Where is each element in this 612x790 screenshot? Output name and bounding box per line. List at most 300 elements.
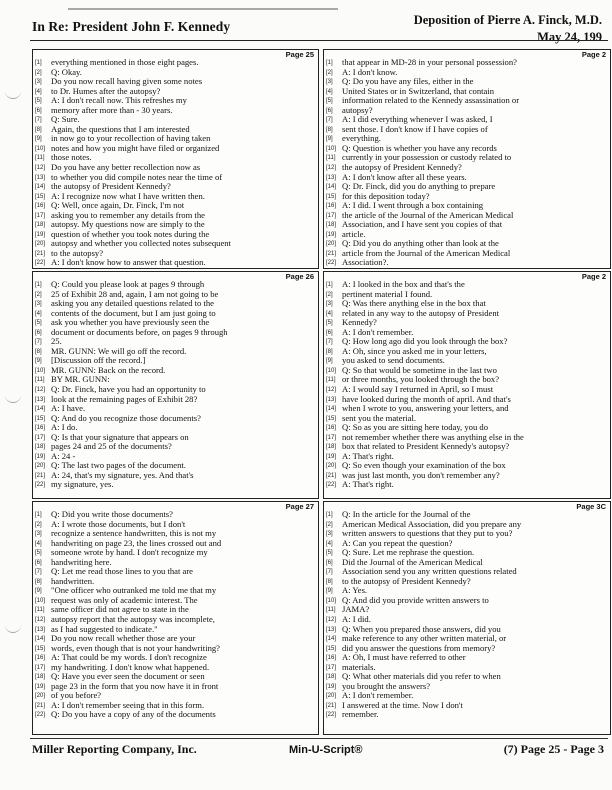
line-number: [8] (326, 126, 333, 133)
line-text: for this deposition today? (342, 190, 430, 201)
line-number: [22] (35, 260, 46, 267)
line-text: Q: And did you provide written answers to (342, 594, 489, 605)
line-text: someone wrote by hand. I don't recognize my (51, 547, 208, 558)
line-number: [15] (326, 645, 337, 652)
line-number: [7] (35, 117, 42, 124)
line-text: page 23 in the form that you now have it in front (51, 680, 219, 691)
line-text: Q: So as you are sitting here today, you do (342, 422, 488, 433)
line-number: [19] (35, 683, 46, 690)
line-number: [7] (35, 569, 42, 576)
line-text: same officer did not agree to state in the (51, 604, 189, 615)
line-text: Q: So even though your examination of the box (342, 460, 506, 471)
line-number: [16] (326, 655, 337, 662)
line-text: memory after more than - 30 years. (51, 104, 173, 115)
transcript-line (35, 258, 316, 268)
line-number: [1] (35, 282, 42, 288)
line-text: A: I did. (342, 614, 371, 625)
transcript-line (35, 328, 316, 338)
line-text: document or documents before, on pages 9 through (51, 326, 228, 337)
transcript-page-panel (32, 49, 319, 269)
line-text: remember. (342, 709, 379, 720)
line-number: [1] (35, 60, 42, 66)
line-number: [6] (326, 559, 333, 566)
line-text: Q: Okay. (51, 66, 82, 77)
punch-hole-mark (5, 392, 21, 403)
line-number: [17] (326, 212, 337, 219)
line-number: [14] (35, 184, 46, 191)
line-number: [16] (326, 425, 337, 432)
line-text: A: I don't remember. (342, 690, 414, 701)
line-text: Association, and I have sent you copies of that (342, 219, 503, 230)
line-number: [9] (326, 588, 333, 595)
line-number: [18] (35, 674, 46, 681)
line-number: [13] (326, 174, 337, 181)
line-number: [1] (326, 60, 333, 66)
line-text: handwriting here. (51, 556, 112, 567)
line-text: Q: The last two pages of the document. (51, 460, 186, 471)
line-text: asking you any detailed questions related to the (51, 298, 215, 309)
line-text: Do you have any better recollection now as (51, 162, 201, 173)
line-text: Q: How long ago did you look through the box? (342, 336, 508, 347)
line-number: [7] (326, 339, 333, 346)
line-text: A: Can you repeat the question? (342, 537, 453, 548)
line-text: A: I do. (51, 422, 78, 433)
line-number: [11] (35, 155, 45, 162)
line-number: [22] (326, 712, 337, 719)
line-text: to the autopsy? (51, 247, 104, 258)
line-number: [20] (35, 241, 46, 248)
line-number: [19] (35, 453, 46, 460)
page-number: Page 26 (285, 272, 314, 281)
line-text: to whether you did compile notes near the time of (51, 171, 223, 182)
line-number: [14] (326, 406, 337, 413)
line-number: [20] (326, 693, 337, 700)
line-text: Q: Did you do anything other than look at the (342, 238, 499, 249)
line-text: Do you now recall whether those are your (51, 633, 196, 644)
transcript-page-panel (323, 271, 611, 499)
line-number: [7] (326, 117, 333, 124)
line-number: [16] (35, 203, 46, 210)
line-number: [11] (326, 155, 336, 162)
line-number: [15] (326, 415, 337, 422)
line-number: [9] (326, 358, 333, 365)
line-text: handwritten. (51, 575, 95, 586)
line-number: [10] (35, 145, 46, 152)
header-top-rule (68, 8, 338, 16)
line-text: question of whether you took notes during the (51, 228, 210, 239)
line-number: [10] (326, 367, 337, 374)
transcript-lines (35, 58, 316, 268)
line-number: [19] (326, 453, 337, 460)
line-text: A: I recognize now what I have written then. (51, 190, 205, 201)
line-number: [18] (35, 444, 46, 451)
line-number: [6] (326, 329, 333, 336)
line-text: sent those. I don't know if I have copies of (342, 123, 488, 134)
line-number: [20] (326, 241, 337, 248)
footer-script: Min-U-Script® (289, 744, 363, 756)
line-number: [17] (35, 212, 46, 219)
line-text: Again, the questions that I am interested (51, 123, 190, 134)
line-number: [20] (35, 463, 46, 470)
line-text: American Medical Association, did you prepare any (342, 518, 522, 529)
line-number: [13] (326, 626, 337, 633)
line-number: [11] (35, 377, 45, 384)
line-text: United States or in Switzerland, that contain (342, 85, 495, 96)
line-number: [5] (35, 320, 42, 327)
line-text: words, even though that is not your handwriting? (51, 642, 220, 653)
line-number: [22] (35, 482, 46, 489)
line-number: [5] (35, 98, 42, 105)
line-text: ask you whether you have previously seen the (51, 317, 210, 328)
line-number: [3] (35, 79, 42, 86)
line-text: in now go to your recollection of having taken (51, 133, 211, 144)
line-text: Q: Do you have any files, either in the (342, 76, 474, 87)
line-text: contents of the document, but I am just going to (51, 307, 216, 318)
transcript-lines (35, 510, 316, 720)
line-text: autopsy report that the autopsy was incomplete, (51, 614, 215, 625)
line-number: [17] (326, 434, 337, 441)
line-text: A: That's right. (342, 450, 394, 461)
line-number: [10] (35, 597, 46, 604)
line-number: [22] (35, 712, 46, 719)
line-number: [3] (326, 301, 333, 308)
line-number: [12] (326, 617, 337, 624)
line-number: [22] (326, 260, 337, 267)
line-text: as I had suggested to indicate." (51, 623, 158, 634)
line-number: [2] (326, 521, 333, 528)
line-number: [18] (326, 444, 337, 451)
line-number: [14] (35, 636, 46, 643)
line-text: A: I don't remember seeing that in this form. (51, 699, 205, 710)
line-number: [7] (35, 339, 42, 346)
deposition-date: May 24, 199 (537, 30, 602, 44)
line-number: [11] (326, 607, 336, 614)
line-text: Q: So that would be sometime in the last two (342, 364, 497, 375)
line-text: A: I wrote those documents, but I don't (51, 518, 186, 529)
line-number: [21] (326, 702, 337, 709)
line-number: [18] (326, 674, 337, 681)
line-text: Q: Well, once again, Dr. Finck, I'm not (51, 200, 185, 211)
line-number: [10] (326, 145, 337, 152)
line-text: A: 24, that's my signature, yes. And that's (51, 469, 194, 480)
line-text: A: That's right. (342, 479, 394, 490)
line-text: Q: Sure. (51, 114, 80, 125)
line-text: 25. (51, 336, 62, 347)
line-text: A: I have. (51, 403, 86, 414)
line-text: the article of the Journal of the American Medical (342, 209, 514, 220)
line-number: [13] (35, 396, 46, 403)
punch-hole-mark (5, 88, 21, 99)
line-text: A: Yes. (342, 585, 368, 596)
line-text: Q: And do you recognize those documents? (51, 412, 201, 423)
transcript-lines (326, 280, 608, 490)
line-text: was just last month, you don't remember any? (342, 469, 500, 480)
transcript-page-panel (32, 271, 319, 499)
line-text: autopsy? (342, 104, 373, 115)
transcript-page-panel (323, 49, 611, 269)
line-number: [8] (326, 578, 333, 585)
line-number: [8] (35, 348, 42, 355)
line-number: [4] (326, 310, 333, 317)
line-number: [13] (326, 396, 337, 403)
line-number: [1] (326, 512, 333, 518)
transcript-line (35, 710, 316, 720)
line-number: [2] (326, 291, 333, 298)
line-number: [6] (326, 107, 333, 114)
line-number: [16] (35, 425, 46, 432)
line-text: Q: Dr. Finck, did you do anything to prepare (342, 181, 496, 192)
line-number: [19] (326, 231, 337, 238)
line-text: MR. GUNN: We will go off the record. (51, 345, 187, 356)
line-number: [11] (35, 607, 45, 614)
line-number: [6] (35, 559, 42, 566)
transcript-lines (35, 280, 316, 490)
line-number: [15] (35, 415, 46, 422)
transcript-line (326, 220, 608, 230)
transcript-page-panel (32, 501, 319, 735)
transcript-lines (326, 510, 608, 720)
line-text: Q: Did you write those documents? (51, 509, 173, 519)
case-title: In Re: President John F. Kennedy (32, 19, 231, 34)
line-text: recognize a sentence handwritten, this is not my (51, 528, 217, 539)
line-text: related in any way to the autopsy of President (342, 307, 500, 318)
line-text: my handwriting. I don't know what happened. (51, 661, 210, 672)
line-text: the autopsy of President Kennedy? (51, 181, 171, 192)
line-number: [2] (35, 69, 42, 76)
line-number: [3] (35, 531, 42, 538)
line-number: [21] (326, 472, 337, 479)
line-text: information related to the Kennedy assassination or (342, 95, 520, 106)
line-text: written answers to questions that they put to you? (342, 528, 513, 539)
punch-hole-mark (5, 622, 21, 633)
page-number: Page 3C (576, 502, 606, 511)
line-text: article from the Journal of the American Medical (342, 247, 511, 258)
line-text: Kennedy? (342, 317, 377, 328)
line-number: [4] (35, 88, 42, 95)
line-text: A: I looked in the box and that's the (342, 279, 465, 289)
line-text: that appear in MD-28 in your personal possession? (342, 57, 517, 67)
line-number: [20] (35, 693, 46, 700)
line-text: asking you to remember any details from the (51, 209, 205, 220)
transcript-line (35, 442, 316, 452)
line-text: Did the Journal of the American Medical (342, 556, 483, 567)
deposition-title: Deposition of Pierre A. Finck, M.D. (413, 13, 602, 27)
line-text: notes and how you might have filed or organized (51, 142, 220, 153)
line-number: [19] (35, 231, 46, 238)
footer-rule (30, 738, 608, 739)
header-rule (30, 40, 608, 41)
line-number: [13] (35, 174, 46, 181)
line-number: [10] (35, 367, 46, 374)
line-number: [2] (326, 69, 333, 76)
line-text: MR. GUNN: Back on the record. (51, 364, 166, 375)
line-number: [17] (326, 664, 337, 671)
line-text: or three months, you looked through the box? (342, 374, 500, 385)
line-text: I answered at the time. Now I don't (342, 699, 463, 710)
line-text: request was only of academic interest. The (51, 594, 198, 605)
line-text: Q: Was there anything else in the box that (342, 298, 486, 309)
line-number: [6] (35, 107, 42, 114)
line-number: [16] (35, 655, 46, 662)
line-text: currently in your possession or custody related to (342, 152, 512, 163)
transcript-line (326, 480, 608, 490)
line-number: [2] (35, 291, 42, 298)
line-number: [7] (326, 569, 333, 576)
line-text: to the autopsy of President Kennedy? (342, 575, 471, 586)
line-text: Q: Dr. Finck, have you had an opportunity to (51, 384, 206, 395)
line-number: [17] (35, 664, 46, 671)
line-text: not remember whether there was anything else in the (342, 431, 524, 442)
line-text: A: I did everything whenever I was asked, I (342, 114, 493, 125)
line-number: [4] (35, 540, 42, 547)
line-number: [12] (35, 387, 46, 394)
line-number: [15] (35, 193, 46, 200)
line-text: Association?. (342, 257, 389, 268)
line-text: make reference to any other written material, or (342, 633, 507, 644)
line-number: [5] (326, 320, 333, 327)
line-number: [9] (35, 136, 42, 143)
line-text: A: I don't know after all these years. (342, 171, 467, 182)
line-number: [19] (326, 683, 337, 690)
line-text: Q: In the article for the Journal of the (342, 509, 471, 519)
line-text: autopsy and whether you collected notes subsequent (51, 238, 231, 249)
line-text: autopsy. My questions now are simply to the (51, 219, 205, 230)
line-text: BY MR. GUNN: (51, 374, 110, 385)
transcript-line (326, 577, 608, 587)
line-text: have looked during the month of april. And that's (342, 393, 511, 404)
line-text: JAMA? (342, 604, 370, 615)
line-number: [8] (326, 348, 333, 355)
line-text: A: I don't recall now. This refreshes my (51, 95, 187, 106)
line-text: A: Oh, since you asked me in your letters, (342, 345, 487, 356)
page-number: Page 25 (285, 50, 314, 59)
line-text: did you answer the questions from memory? (342, 642, 496, 653)
line-number: [15] (326, 193, 337, 200)
line-number: [3] (35, 301, 42, 308)
line-text: my signature, yes. (51, 479, 114, 490)
line-number: [4] (326, 88, 333, 95)
page-number: Page 2 (581, 50, 606, 59)
line-number: [3] (326, 79, 333, 86)
line-number: [4] (326, 540, 333, 547)
line-text: Q: Let me read those lines to you that are (51, 566, 193, 577)
line-text: of you before? (51, 690, 102, 701)
line-text: box that related to President Kennedy's autopsy? (342, 441, 510, 452)
line-number: [18] (35, 222, 46, 229)
transcript-page-panel (323, 501, 611, 735)
line-text: A: I don't know how to answer that question. (51, 257, 206, 268)
line-text: everything. (342, 133, 381, 144)
line-number: [9] (326, 136, 333, 143)
line-number: [16] (326, 203, 337, 210)
line-text: handwriting on page 23, the lines crossed out and (51, 537, 222, 548)
transcript-grid (32, 49, 610, 734)
line-number: [5] (35, 550, 42, 557)
line-text: sent you the material. (342, 412, 416, 423)
line-text: A: I would say I returned in April, so I must (342, 384, 494, 395)
transcript-lines (326, 58, 608, 268)
line-number: [1] (326, 282, 333, 288)
line-text: A: I did. I went through a box containing (342, 200, 484, 211)
page-number: Page 27 (285, 502, 314, 511)
line-text: A: 24 - (51, 450, 76, 461)
line-number: [10] (326, 597, 337, 604)
line-number: [3] (326, 531, 333, 538)
line-number: [22] (326, 482, 337, 489)
transcript-line (326, 258, 608, 268)
line-number: [14] (326, 636, 337, 643)
line-text: Q: Have you ever seen the document or seen (51, 671, 205, 682)
line-number: [20] (326, 463, 337, 470)
page-number: Page 2 (581, 272, 606, 281)
transcript-line (35, 480, 316, 490)
line-number: [21] (35, 702, 46, 709)
line-text: Q: Sure. Let me rephrase the question. (342, 547, 475, 558)
line-text: look at the remaining pages of Exhibit 28? (51, 393, 198, 404)
line-text: [Discussion off the record.] (51, 355, 146, 366)
line-text: A: I don't know. (342, 66, 398, 77)
line-text: Q: Could you please look at pages 9 through (51, 279, 205, 289)
transcript-line (326, 710, 608, 720)
line-text: everything mentioned in those eight pages. (51, 57, 199, 67)
line-text: Association send you any written questions related (342, 566, 517, 577)
line-number: [14] (35, 406, 46, 413)
line-text: you asked to send documents. (342, 355, 445, 366)
footer-company: Miller Reporting Company, Inc. (32, 742, 197, 756)
line-text: pages 24 and 25 of the documents? (51, 441, 172, 452)
line-number: [12] (35, 165, 46, 172)
line-number: [5] (326, 98, 333, 105)
line-text: when I wrote to you, answering your letters, and (342, 403, 509, 414)
line-number: [15] (35, 645, 46, 652)
line-number: [2] (35, 521, 42, 528)
line-number: [21] (326, 250, 337, 257)
line-text: Q: What other materials did you refer to when (342, 671, 501, 682)
line-text: materials. (342, 661, 376, 672)
line-number: [14] (326, 184, 337, 191)
footer-page-range: (7) Page 25 - Page 3 (503, 742, 604, 756)
line-number: [11] (326, 377, 336, 384)
line-number: [5] (326, 550, 333, 557)
line-text: A: Oh, I must have referred to other (342, 652, 466, 663)
line-text: you brought the answers? (342, 680, 431, 691)
line-number: [4] (35, 310, 42, 317)
line-number: [21] (35, 250, 46, 257)
line-text: Q: Do you have a copy of any of the documents (51, 709, 216, 720)
line-text: Q: When you prepared those answers, did you (342, 623, 501, 634)
line-number: [18] (326, 222, 337, 229)
line-number: [6] (35, 329, 42, 336)
line-text: A: That could be my words. I don't recognize (51, 652, 207, 663)
line-number: [8] (35, 126, 42, 133)
line-number: [13] (35, 626, 46, 633)
line-text: Do you now recall having given some notes (51, 76, 203, 87)
line-text: A: I don't remember. (342, 326, 414, 337)
line-number: [9] (35, 588, 42, 595)
line-number: [1] (35, 512, 42, 518)
line-text: Q: Question is whether you have any records (342, 142, 497, 153)
line-number: [17] (35, 434, 46, 441)
line-number: [21] (35, 472, 46, 479)
line-text: article. (342, 228, 366, 239)
line-text: pertinent material I found. (342, 288, 433, 299)
line-number: [12] (326, 387, 337, 394)
line-text: 25 of Exhibit 28 and, again, I am not going to be (51, 288, 219, 299)
line-number: [12] (35, 617, 46, 624)
line-number: [8] (35, 578, 42, 585)
line-text: "One officer who outranked me told me that my (51, 585, 217, 596)
line-text: those notes. (51, 152, 92, 163)
